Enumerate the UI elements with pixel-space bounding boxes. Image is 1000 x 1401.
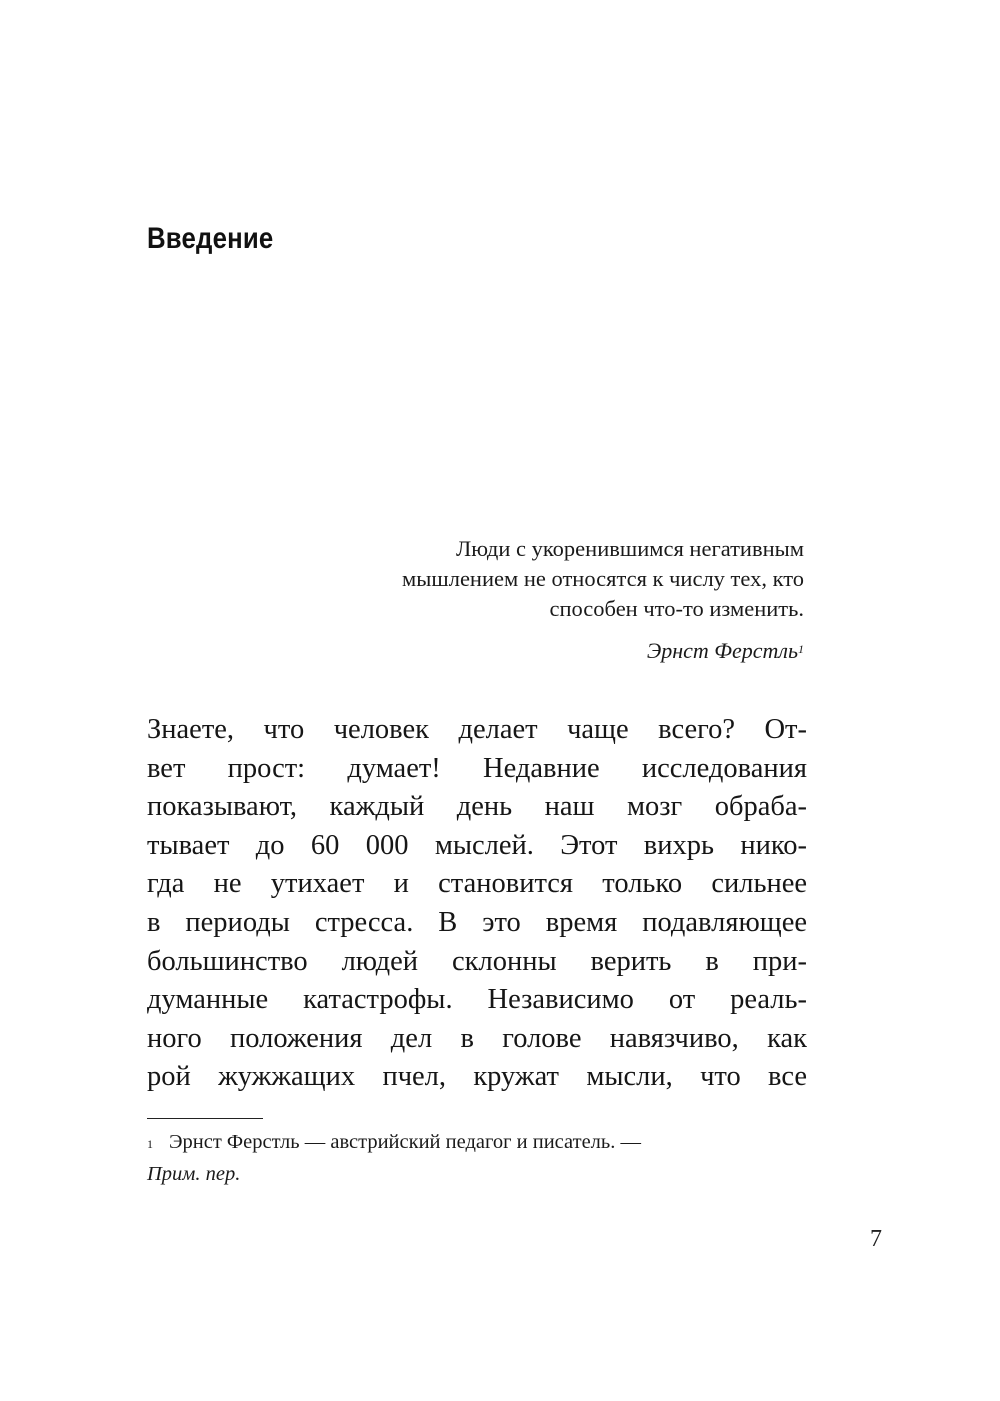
epigraph-author — [284, 636, 804, 666]
chapter-title: Введение — [147, 222, 274, 255]
epigraph-line: Люди с укоренившимся негативным — [455, 536, 804, 561]
body-line: рой жужжащих пчел, кружат мысли, что все — [147, 1061, 807, 1093]
epigraph-author-name: Эрнст Ферстль — [646, 638, 798, 663]
footnote-reference[interactable]: 1 — [798, 642, 804, 656]
footnote-text: Эрнст Ферстль — австрийский педагог и писатель. — — [169, 1131, 641, 1153]
body-line: гда не утихает и становится только сильнее — [147, 868, 807, 900]
body-line: тывает до 60 000 мыслей. Этот вихрь нико- — [147, 829, 807, 861]
body-line: думанные катастрофы. Независимо от реаль- — [147, 984, 807, 1016]
epigraph — [284, 534, 804, 666]
body-line: показывают, каждый день наш мозг обраба- — [147, 791, 807, 823]
body-line: в периоды стресса. В это время подавляющее — [147, 906, 807, 938]
footnote-note: Прим. пер. — [147, 1163, 241, 1185]
body-text — [147, 711, 807, 1097]
epigraph-line: способен что-то изменить. — [549, 596, 804, 621]
body-line: большинство людей склонны верить в при- — [147, 945, 807, 977]
page-number: 7 — [870, 1226, 882, 1252]
footnote-marker: 1 — [147, 1137, 153, 1151]
body-line: вет прост: думает! Недавние исследования — [147, 752, 807, 784]
footnote-divider — [147, 1118, 263, 1119]
body-line: Знаете, что человек делает чаще всего? От- — [147, 714, 807, 745]
body-line: ного положения дел в голове навязчиво, как — [147, 1022, 807, 1054]
footnote-line — [147, 1126, 807, 1158]
footnote — [147, 1126, 807, 1190]
epigraph-line: мышлением не относятся к числу тех, кто — [402, 566, 804, 591]
